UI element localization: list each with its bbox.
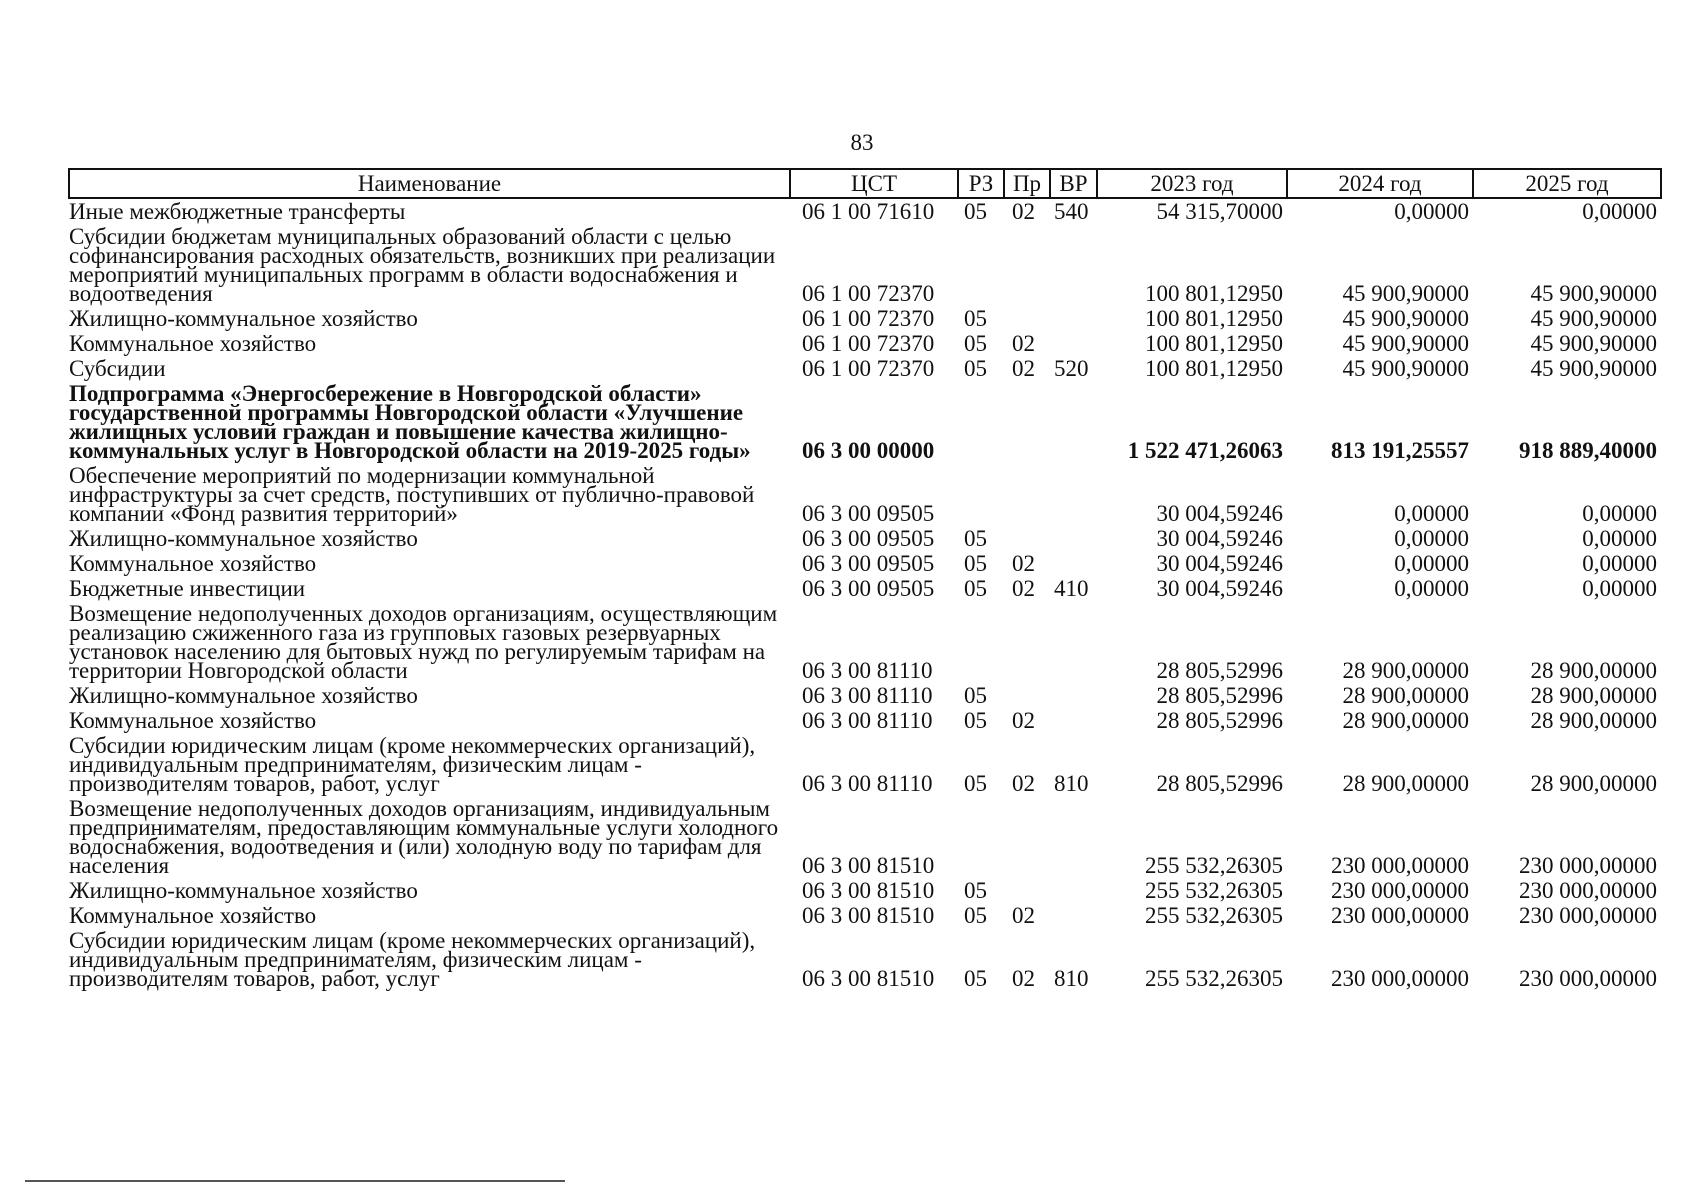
- row-vr: [1050, 796, 1097, 878]
- row-rz: [958, 381, 1004, 463]
- row-amount-2023: 255 532,26305: [1145, 853, 1283, 878]
- table-row: [69, 683, 1661, 708]
- row-pr: [1004, 463, 1050, 526]
- row-amount-2023: 30 004,59246: [1156, 551, 1283, 576]
- row-rz: 05: [964, 331, 987, 356]
- row-amount-2023: 54 315,70000: [1156, 199, 1283, 224]
- row-name: Коммунальное хозяйство: [69, 551, 317, 576]
- row-pr: 02: [1012, 903, 1035, 928]
- row-amount-2025: 0,00000: [1582, 576, 1657, 601]
- row-amount-2023: 100 801,12950: [1145, 306, 1283, 331]
- row-amount-2024: 813 191,25557: [1331, 438, 1469, 463]
- row-amount-2024: 230 000,00000: [1331, 903, 1469, 928]
- row-name: Жилищно-коммунальное хозяйство: [69, 683, 418, 708]
- row-name: Обеспечение мероприятий по модернизации коммунальной инфраструктуры за счет средств, поступивших от публично-правовой компании «Фонд развития территорий»: [69, 463, 755, 526]
- row-amount-2025: 0,00000: [1582, 526, 1657, 551]
- row-pr: [1004, 601, 1050, 683]
- row-amount-2024: 28 900,00000: [1342, 658, 1469, 683]
- row-amount-2024: 28 900,00000: [1342, 683, 1469, 708]
- row-amount-2024: 0,00000: [1394, 501, 1469, 526]
- row-name: Коммунальное хозяйство: [69, 708, 317, 733]
- row-rz: 05: [964, 526, 987, 551]
- header-rz: РЗ: [958, 169, 1004, 198]
- row-amount-2023: 1 522 471,26063: [1127, 438, 1283, 463]
- table-header: [69, 169, 1661, 198]
- header-vr: ВР: [1050, 169, 1097, 198]
- row-rz: 05: [964, 199, 987, 224]
- row-name: Коммунальное хозяйство: [69, 331, 317, 356]
- row-vr: [1050, 601, 1097, 683]
- row-vr: [1050, 331, 1097, 356]
- row-amount-2024: 28 900,00000: [1342, 771, 1469, 796]
- row-pr: [1004, 306, 1050, 331]
- row-cst: 06 3 00 09505: [802, 576, 935, 601]
- row-vr: [1050, 526, 1097, 551]
- row-rz: 05: [964, 576, 987, 601]
- row-amount-2024: 0,00000: [1394, 526, 1469, 551]
- row-rz: [958, 463, 1004, 526]
- row-rz: [958, 224, 1004, 306]
- table-row: [69, 526, 1661, 551]
- row-amount-2023: 28 805,52996: [1156, 658, 1283, 683]
- table-row: [69, 733, 1661, 796]
- row-amount-2025: 0,00000: [1582, 501, 1657, 526]
- row-rz: 05: [964, 708, 987, 733]
- row-pr: 02: [1012, 708, 1035, 733]
- row-amount-2025: 45 900,90000: [1530, 331, 1657, 356]
- row-vr: [1050, 683, 1097, 708]
- row-vr: 410: [1054, 576, 1089, 601]
- row-name: Субсидии: [69, 356, 166, 381]
- row-amount-2023: 100 801,12950: [1145, 281, 1283, 306]
- row-amount-2023: 100 801,12950: [1145, 331, 1283, 356]
- table-row: [69, 224, 1661, 306]
- row-cst: 06 3 00 00000: [802, 438, 935, 463]
- row-cst: 06 1 00 71610: [802, 199, 935, 224]
- row-vr: [1050, 708, 1097, 733]
- row-name: Субсидии юридическим лицам (кроме некоммерческих организаций), индивидуальным предпринимателям, физическим лицам - производителям товаров, работ, услуг: [69, 733, 756, 796]
- table-row: [69, 381, 1661, 463]
- row-rz: 05: [964, 771, 987, 796]
- row-cst: 06 3 00 81110: [802, 708, 933, 733]
- table-row: [69, 928, 1661, 991]
- table-row: [69, 198, 1661, 224]
- row-vr: [1050, 381, 1097, 463]
- row-amount-2025: 28 900,00000: [1530, 658, 1657, 683]
- row-amount-2024: 45 900,90000: [1342, 356, 1469, 381]
- row-name: Субсидии юридическим лицам (кроме некоммерческих организаций), индивидуальным предпринимателям, физическим лицам - производителям товаров, работ, услуг: [69, 928, 756, 991]
- row-amount-2025: 230 000,00000: [1519, 966, 1657, 991]
- row-amount-2024: 0,00000: [1394, 199, 1469, 224]
- row-pr: 02: [1012, 771, 1035, 796]
- row-amount-2024: 230 000,00000: [1331, 853, 1469, 878]
- row-amount-2023: 100 801,12950: [1145, 356, 1283, 381]
- row-pr: 02: [1012, 551, 1035, 576]
- row-amount-2025: 230 000,00000: [1519, 878, 1657, 903]
- header-2023: 2023 год: [1097, 169, 1287, 198]
- table-row: [69, 708, 1661, 733]
- row-vr: 810: [1054, 771, 1089, 796]
- row-vr: [1050, 551, 1097, 576]
- row-rz: 05: [964, 878, 987, 903]
- row-vr: 540: [1054, 199, 1089, 224]
- row-cst: 06 3 00 81110: [802, 771, 933, 796]
- row-amount-2023: 28 805,52996: [1156, 683, 1283, 708]
- row-rz: 05: [964, 903, 987, 928]
- row-amount-2023: 30 004,59246: [1156, 501, 1283, 526]
- table-header-row: [69, 169, 1661, 198]
- table-row: [69, 551, 1661, 576]
- row-rz: 05: [964, 551, 987, 576]
- row-cst: 06 3 00 81510: [802, 878, 935, 903]
- row-amount-2023: 255 532,26305: [1145, 966, 1283, 991]
- row-rz: [958, 796, 1004, 878]
- table-row: [69, 331, 1661, 356]
- row-amount-2025: 45 900,90000: [1530, 281, 1657, 306]
- row-vr: [1050, 903, 1097, 928]
- row-rz: 05: [964, 966, 987, 991]
- row-cst: 06 3 00 81510: [802, 966, 935, 991]
- row-rz: 05: [964, 683, 987, 708]
- row-amount-2024: 45 900,90000: [1342, 306, 1469, 331]
- row-pr: [1004, 526, 1050, 551]
- row-amount-2025: 0,00000: [1582, 551, 1657, 576]
- row-amount-2024: 45 900,90000: [1342, 281, 1469, 306]
- row-pr: 02: [1012, 331, 1035, 356]
- row-cst: 06 1 00 72370: [802, 306, 935, 331]
- header-name: Наименование: [69, 169, 790, 198]
- row-amount-2024: 0,00000: [1394, 551, 1469, 576]
- page-number: 83: [850, 130, 874, 155]
- table-row: [69, 878, 1661, 903]
- row-cst: 06 3 00 81510: [802, 853, 935, 878]
- row-cst: 06 1 00 72370: [802, 356, 935, 381]
- row-pr: 02: [1012, 576, 1035, 601]
- table-row: [69, 576, 1661, 601]
- row-pr: [1004, 224, 1050, 306]
- row-cst: 06 3 00 09505: [802, 501, 935, 526]
- row-name: Жилищно-коммунальное хозяйство: [69, 878, 418, 903]
- row-amount-2025: 28 900,00000: [1530, 683, 1657, 708]
- row-amount-2024: 0,00000: [1394, 576, 1469, 601]
- table-row: [69, 463, 1661, 526]
- row-pr: [1004, 878, 1050, 903]
- table-row: [69, 903, 1661, 928]
- row-pr: 02: [1012, 966, 1035, 991]
- row-amount-2024: 230 000,00000: [1331, 966, 1469, 991]
- header-cst: ЦСТ: [790, 169, 958, 198]
- row-cst: 06 3 00 81110: [802, 658, 933, 683]
- row-name: Возмещение недополученных доходов организациям, осуществляющим реализацию сжиженного газа из групповых газовых резервуарных установок населению для бытовых нужд по регулируемым тарифам на территории Новгородской области: [69, 601, 778, 683]
- header-2024: 2024 год: [1287, 169, 1473, 198]
- row-rz: 05: [964, 306, 987, 331]
- row-cst: 06 3 00 09505: [802, 551, 935, 576]
- row-amount-2025: 45 900,90000: [1530, 306, 1657, 331]
- row-amount-2023: 28 805,52996: [1156, 708, 1283, 733]
- row-cst: 06 3 00 09505: [802, 526, 935, 551]
- row-amount-2025: 230 000,00000: [1519, 853, 1657, 878]
- row-amount-2024: 45 900,90000: [1342, 331, 1469, 356]
- footer-divider: [25, 1180, 565, 1182]
- row-pr: [1004, 683, 1050, 708]
- row-name: Подпрограмма «Энергосбережение в Новгородской области» государственной программы Новгородской области «Улучшение жилищных условий граждан и повышение качества жилищно-коммунальных услуг в Новгородской области на 2019-2025 годы»: [69, 381, 751, 463]
- row-amount-2023: 255 532,26305: [1145, 903, 1283, 928]
- row-amount-2025: 28 900,00000: [1530, 708, 1657, 733]
- row-name: Иные межбюджетные трансферты: [69, 199, 406, 224]
- row-amount-2023: 30 004,59246: [1156, 576, 1283, 601]
- table-row: [69, 356, 1661, 381]
- table-body: [69, 198, 1661, 991]
- table-row: [69, 601, 1661, 683]
- row-rz: 05: [964, 356, 987, 381]
- row-vr: [1050, 306, 1097, 331]
- row-name: Субсидии бюджетам муниципальных образований области с целью софинансирования расходных обязательств, возникших при реализации мероприятий муниципальных программ в области водоснабжения и водоотведения: [69, 224, 776, 306]
- header-2025: 2025 год: [1473, 169, 1661, 198]
- row-amount-2025: 918 889,40000: [1519, 438, 1657, 463]
- row-amount-2025: 28 900,00000: [1530, 771, 1657, 796]
- row-amount-2023: 255 532,26305: [1145, 878, 1283, 903]
- table-row: [69, 796, 1661, 878]
- row-vr: [1050, 463, 1097, 526]
- table-row: [69, 306, 1661, 331]
- row-amount-2025: 0,00000: [1582, 199, 1657, 224]
- row-pr: 02: [1012, 199, 1035, 224]
- row-amount-2024: 230 000,00000: [1331, 878, 1469, 903]
- row-amount-2024: 28 900,00000: [1342, 708, 1469, 733]
- row-name: Бюджетные инвестиции: [69, 576, 306, 601]
- row-name: Возмещение недополученных доходов организациям, индивидуальным предпринимателям, предоставляющим коммунальные услуги холодного водоснабжения, водоотведения и (или) холодную воду по тарифам для населения: [69, 796, 779, 878]
- row-cst: 06 3 00 81510: [802, 903, 935, 928]
- row-cst: 06 1 00 72370: [802, 281, 935, 306]
- row-vr: 810: [1054, 966, 1089, 991]
- row-pr: [1004, 796, 1050, 878]
- row-name: Жилищно-коммунальное хозяйство: [69, 306, 418, 331]
- row-vr: 520: [1054, 356, 1089, 381]
- row-amount-2025: 230 000,00000: [1519, 903, 1657, 928]
- row-name: Жилищно-коммунальное хозяйство: [69, 526, 418, 551]
- row-pr: [1004, 381, 1050, 463]
- row-vr: [1050, 224, 1097, 306]
- header-pr: Пр: [1004, 169, 1050, 198]
- row-amount-2023: 28 805,52996: [1156, 771, 1283, 796]
- row-name: Коммунальное хозяйство: [69, 903, 317, 928]
- row-cst: 06 1 00 72370: [802, 331, 935, 356]
- row-pr: 02: [1012, 356, 1035, 381]
- row-amount-2025: 45 900,90000: [1530, 356, 1657, 381]
- row-vr: [1050, 878, 1097, 903]
- row-cst: 06 3 00 81110: [802, 683, 933, 708]
- budget-table: [68, 168, 1662, 991]
- row-rz: [958, 601, 1004, 683]
- row-amount-2023: 30 004,59246: [1156, 526, 1283, 551]
